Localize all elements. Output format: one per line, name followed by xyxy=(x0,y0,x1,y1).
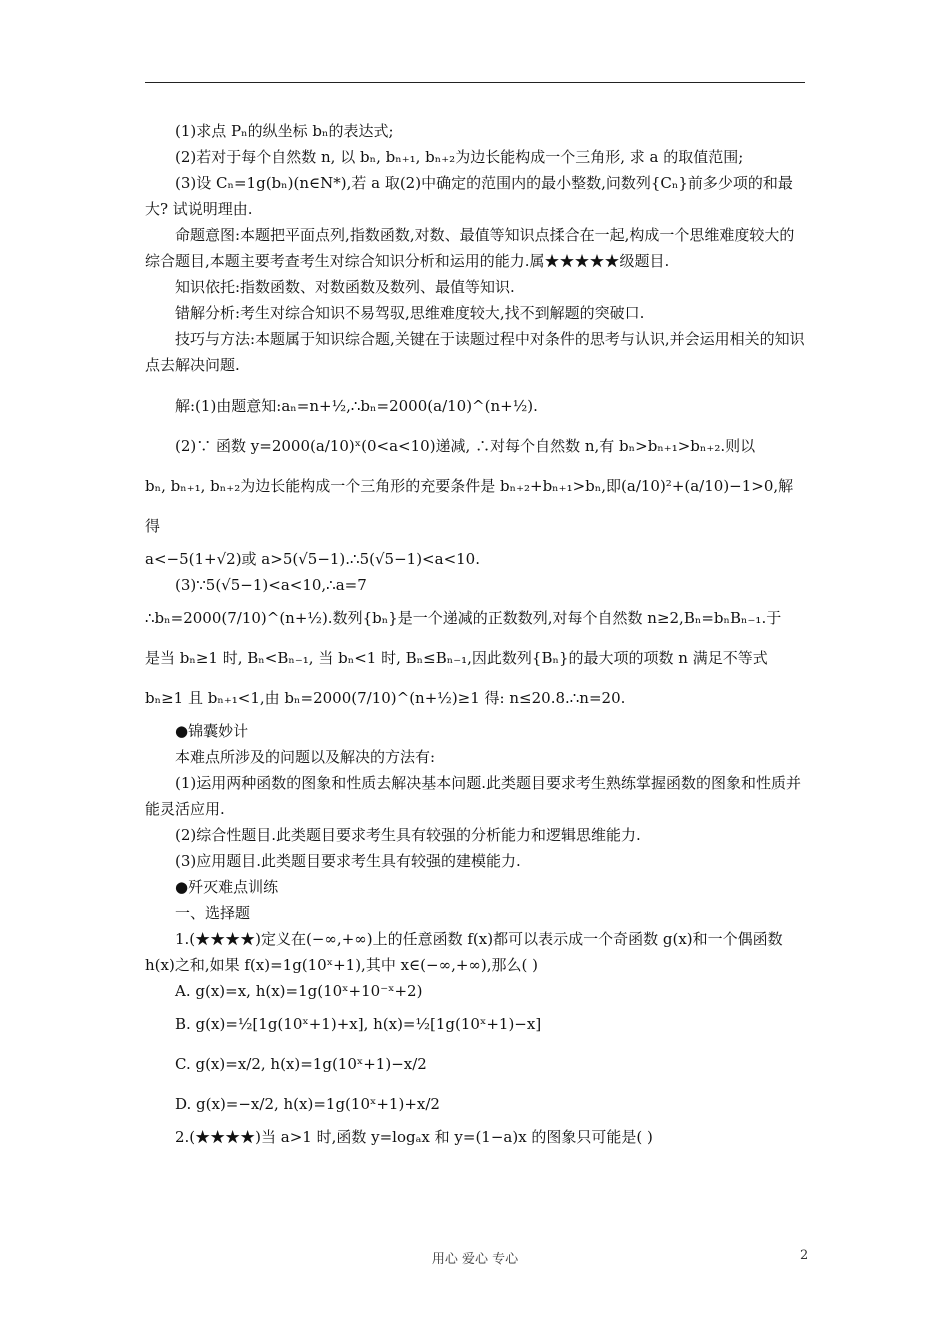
section-heading: 一、选择题 xyxy=(175,904,251,922)
tip-item: (2)综合性题目.此类题目要求考生具有较强的分析能力和逻辑思维能力. xyxy=(175,826,641,844)
tips-intro: 本难点所涉及的问题以及解决的方法有: xyxy=(175,748,436,766)
question-part-2: (2)若对于每个自然数 n, 以 bₙ, bₙ₊₁, bₙ₊₂为边长能构成一个三角形, 求 a 的取值范围; xyxy=(175,148,744,166)
solution-step-2a: (2)∵ 函数 y=2000(a/10)ˣ(0<a<10)递减, ∴对每个自然数 n,有 bₙ>bₙ₊₁>bₙ₊₂.则以 xyxy=(175,437,756,455)
question-1: 1.(★★★★)定义在(−∞,+∞)上的任意函数 f(x)都可以表示成一个奇函数 g(x)和一个偶函数 h(x)之和,如果 f(x)=1g(10ˣ+1),其中 x∈(−∞,+∞),那么( ) xyxy=(145,930,783,974)
option-c: C. g(x)=x/2, h(x)=1g(10ˣ+1)−x/2 xyxy=(175,1055,427,1073)
question-2: 2.(★★★★)当 a>1 时,函数 y=logₐx 和 y=(1−a)x 的图象只可能是( ) xyxy=(175,1128,653,1146)
page-footer: 用心 爱心 专心 xyxy=(431,1252,519,1267)
option-b: B. g(x)=½[1g(10ˣ+1)+x], h(x)=½[1g(10ˣ+1)−x] xyxy=(175,1015,542,1033)
option-a: A. g(x)=x, h(x)=1g(10ˣ+10⁻ˣ+2) xyxy=(175,982,423,1000)
page-number: 2 xyxy=(800,1248,809,1263)
solution-step-2c: a<−5(1+√2)或 a>5(√5−1).∴5(√5−1)<a<10. xyxy=(145,550,480,568)
option-d: D. g(x)=−x/2, h(x)=1g(10ˣ+1)+x/2 xyxy=(175,1095,440,1113)
tip-item: (3)应用题目.此类题目要求考生具有较强的建模能力. xyxy=(175,852,521,870)
header-rule xyxy=(145,82,805,83)
solution-step-3a: (3)∵5(√5−1)<a<10,∴a=7 xyxy=(175,576,367,594)
solution-step-3b: ∴bₙ=2000(7/10)^(n+½).数列{bₙ}是一个递减的正数数列,对每个自然数 n≥2,Bₙ=bₙBₙ₋₁.于 xyxy=(145,609,782,627)
solution-step-2b: bₙ, bₙ₊₁, bₙ₊₂为边长能构成一个三角形的充要条件是 bₙ₊₂+bₙ₊₁>bₙ,即(a/10)²+(a/10)−1>0,解得 xyxy=(145,477,794,535)
training-title: ●歼灭难点训练 xyxy=(175,878,279,896)
solution-step-1: 解:(1)由题意知:aₙ=n+½,∴bₙ=2000(a/10)^(n+½). xyxy=(175,397,538,415)
error-analysis-paragraph: 错解分析:考生对综合知识不易驾驭,思维难度较大,找不到解题的突破口. xyxy=(175,304,645,322)
page-content xyxy=(145,118,807,1150)
knowledge-paragraph: 知识依托:指数函数、对数函数及数列、最值等知识. xyxy=(175,278,515,296)
tip-item: (1)运用两种函数的图象和性质去解决基本问题.此类题目要求考生熟练掌握函数的图象和性质并能灵活应用. xyxy=(145,774,802,818)
solution-step-3d: bₙ≥1 且 bₙ₊₁<1,由 bₙ=2000(7/10)^(n+½)≥1 得: n≤20.8.∴n=20. xyxy=(145,689,626,707)
method-paragraph: 技巧与方法:本题属于知识综合题,关键在于读题过程中对条件的思考与认识,并会运用相关的知识点去解决问题. xyxy=(145,330,805,374)
tips-title: ●锦囊妙计 xyxy=(175,722,249,740)
question-part-3: (3)设 Cₙ=1g(bₙ)(n∈N*),若 a 取(2)中确定的范围内的最小整数,问数列{Cₙ}前多少项的和最大? 试说明理由. xyxy=(145,174,793,218)
intent-paragraph: 命题意图:本题把平面点列,指数函数,对数、最值等知识点揉合在一起,构成一个思维难度较大的综合题目,本题主要考查考生对综合知识分析和运用的能力.属★★★★★级题目. xyxy=(145,226,795,270)
solution-step-3c: 是当 bₙ≥1 时, Bₙ<Bₙ₋₁, 当 bₙ<1 时, Bₙ≤Bₙ₋₁,因此数列{Bₙ}的最大项的项数 n 满足不等式 xyxy=(145,649,768,667)
question-part-1: (1)求点 Pₙ的纵坐标 bₙ的表达式; xyxy=(175,122,394,140)
